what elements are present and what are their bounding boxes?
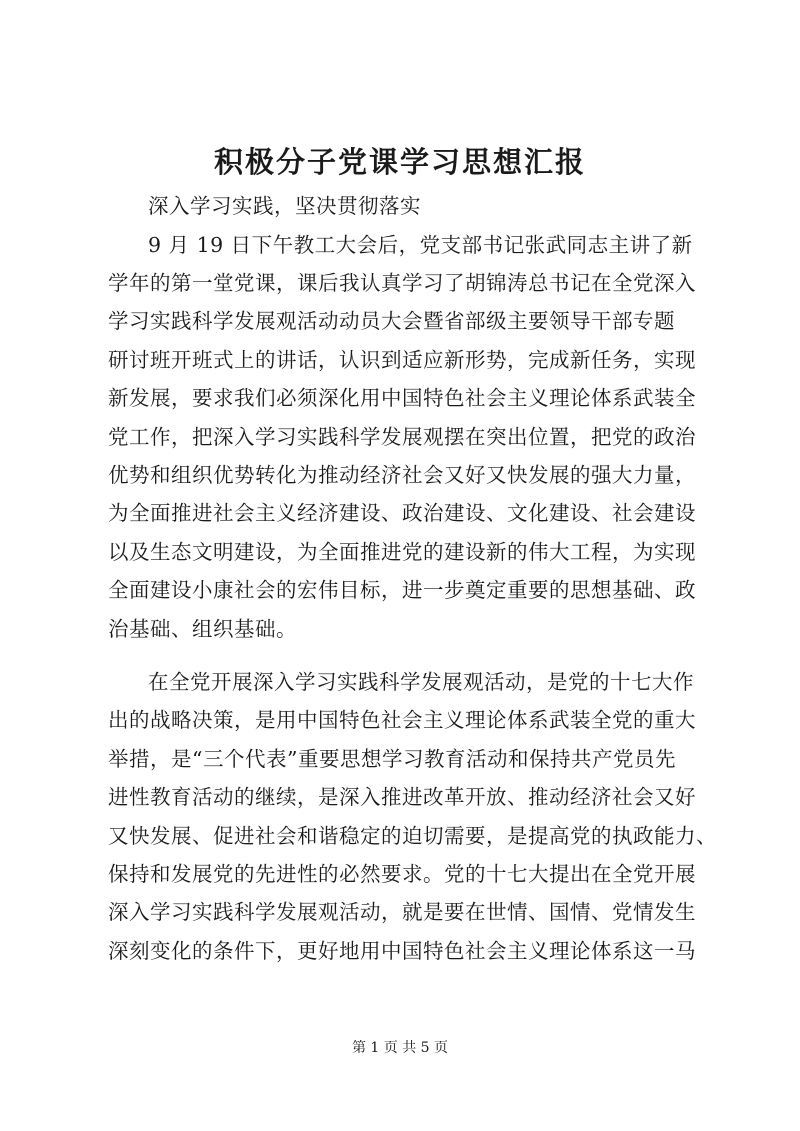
paragraph-line: 党工作，把深入学习实践科学发展观摆在突出位置，把党的政治 bbox=[108, 425, 696, 449]
paragraph-line: 保持和发展党的先进性的必然要求。党的十七大提出在全党开展 bbox=[108, 862, 696, 886]
paragraph-line: 进性教育活动的继续，是深入推进改革开放、推动经济社会又好 bbox=[108, 785, 696, 809]
page-number: 第 1 页 共 5 页 bbox=[351, 1040, 449, 1056]
paragraph-line: 研讨班开班式上的讲话，认识到适应新形势，完成新任务，实现 bbox=[108, 348, 696, 372]
paragraph-line: 全面建设小康社会的宏伟目标，进一步奠定重要的思想基础、政 bbox=[108, 578, 696, 602]
paragraph-line: 优势和组织优势转化为推动经济社会又好又快发展的强大力量， bbox=[108, 463, 696, 487]
paragraph-line: 又快发展、促进社会和谐稳定的迫切需要，是提高党的执政能力、 bbox=[108, 824, 717, 848]
paragraph-line: 深刻变化的条件下，更好地用中国特色社会主义理论体系这一马 bbox=[108, 939, 696, 963]
paragraph-line: 以及生态文明建设，为全面推进党的建设新的伟大工程，为实现 bbox=[108, 540, 696, 564]
subtitle: 深入学习实践，坚决贯彻落实 bbox=[148, 194, 421, 218]
paragraph-line: 在全党开展深入学习实践科学发展观活动，是党的十七大作 bbox=[148, 670, 694, 694]
paragraph-line: 新发展，要求我们必须深化用中国特色社会主义理论体系武装全 bbox=[108, 386, 696, 410]
paragraph-line: 学年的第一堂党课，课后我认真学习了胡锦涛总书记在全党深入 bbox=[108, 271, 696, 295]
paragraph-line: 为全面推进社会主义经济建设、政治建设、文化建设、社会建设 bbox=[108, 501, 696, 525]
paragraph-line: 治基础、组织基础。 bbox=[108, 617, 297, 641]
paragraph-line: 9 月 19 日下午教工大会后，党支部书记张武同志主讲了新 bbox=[148, 233, 693, 257]
paragraph-line: 出的战略决策，是用中国特色社会主义理论体系武装全党的重大 bbox=[108, 708, 696, 732]
page-title: 积极分子党课学习思想汇报 bbox=[213, 145, 586, 179]
paragraph-line: 举措，是“三个代表”重要思想学习教育活动和保持共产党员先 bbox=[108, 747, 676, 771]
paragraph-line: 学习实践科学发展观活动动员大会暨省部级主要领导干部专题 bbox=[108, 309, 675, 333]
paragraph-line: 深入学习实践科学发展观活动，就是要在世情、国情、党情发生 bbox=[108, 900, 696, 924]
